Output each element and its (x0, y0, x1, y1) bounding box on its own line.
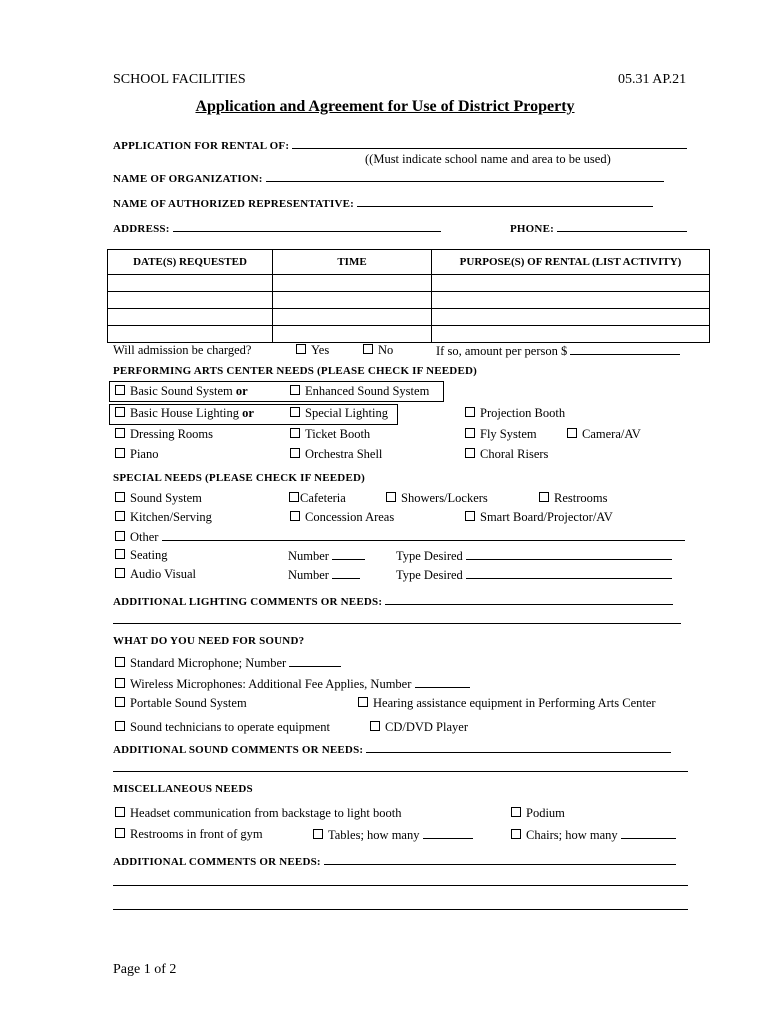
seating-number: Number (288, 548, 365, 564)
check-orchestra-shell[interactable]: Orchestra Shell (290, 447, 382, 462)
checkbox-icon[interactable] (465, 448, 475, 458)
checkbox-icon[interactable] (539, 492, 549, 502)
seating-type-field[interactable] (466, 548, 672, 560)
header-left: SCHOOL FACILITIES (113, 72, 246, 87)
check-special-lighting[interactable]: Special Lighting (290, 406, 388, 421)
checkbox-icon[interactable] (115, 828, 125, 838)
seating-type: Type Desired (396, 548, 672, 564)
checkbox-icon[interactable] (115, 428, 125, 438)
table-cell[interactable] (108, 292, 273, 309)
lighting-comments-label: ADDITIONAL LIGHTING COMMENTS OR NEEDS: (113, 593, 673, 608)
address-label: ADDRESS: (113, 220, 441, 235)
table-row (108, 292, 710, 309)
av-number: Number (288, 567, 360, 583)
checkbox-icon[interactable] (115, 549, 125, 559)
other-field[interactable] (162, 529, 685, 541)
checkbox-icon[interactable] (115, 568, 125, 578)
checkbox-icon[interactable] (290, 407, 300, 417)
table-cell[interactable] (108, 309, 273, 326)
col-time: TIME (273, 250, 432, 275)
checkbox-icon[interactable] (465, 428, 475, 438)
checkbox-icon[interactable] (115, 492, 125, 502)
special-needs-heading: SPECIAL NEEDS (PLEASE CHECK IF NEEDED) (113, 472, 365, 484)
page-number: Page 1 of 2 (113, 962, 177, 977)
av-type: Type Desired (396, 567, 672, 583)
rental-note: ((Must indicate school name and area to be used) (365, 152, 611, 166)
address-field[interactable] (173, 220, 441, 232)
checkbox-icon[interactable] (567, 428, 577, 438)
tables-field[interactable] (423, 827, 473, 839)
av-number-field[interactable] (332, 567, 360, 579)
check-choral-risers[interactable]: Choral Risers (465, 447, 548, 462)
check-projection-booth[interactable]: Projection Booth (465, 406, 565, 421)
check-ticket-booth[interactable]: Ticket Booth (290, 427, 370, 442)
checkbox-icon[interactable] (511, 807, 521, 817)
check-smart-board[interactable]: Smart Board/Projector/AV (465, 510, 613, 525)
admission-question: Will admission be charged? (113, 343, 252, 357)
check-audio-visual[interactable]: Audio Visual (115, 567, 196, 582)
checkbox-icon[interactable] (290, 448, 300, 458)
av-type-field[interactable] (466, 567, 672, 579)
check-seating[interactable]: Seating (115, 548, 168, 563)
misc-heading: MISCELLANEOUS NEEDS (113, 783, 253, 795)
check-podium[interactable]: Podium (511, 806, 565, 821)
check-basic-lighting[interactable]: Basic House Lighting or (115, 406, 254, 421)
chairs-field[interactable] (621, 827, 676, 839)
check-showers[interactable]: Showers/Lockers (386, 491, 488, 506)
check-enhanced-sound[interactable]: Enhanced Sound System (290, 384, 429, 399)
misc-comments-field[interactable] (324, 853, 676, 865)
checkbox-icon[interactable] (313, 829, 323, 839)
table-cell[interactable] (108, 326, 273, 343)
lighting-comments-field[interactable] (385, 593, 673, 605)
checkbox-icon[interactable] (290, 511, 300, 521)
check-restrooms-gym[interactable]: Restrooms in front of gym (115, 827, 263, 842)
check-sound-techs[interactable]: Sound technicians to operate equipment (115, 720, 330, 735)
checkbox-icon[interactable] (115, 678, 125, 688)
checkbox-icon[interactable] (115, 721, 125, 731)
check-standard-mic[interactable]: Standard Microphone; Number (115, 655, 341, 671)
checkbox-icon[interactable] (115, 448, 125, 458)
admission-no[interactable]: No (363, 343, 393, 358)
check-sound-system[interactable]: Sound System (115, 491, 202, 506)
admission-amount: If so, amount per person $ (436, 343, 680, 359)
sound-comments-field[interactable] (366, 741, 671, 753)
sound-heading: WHAT DO YOU NEED FOR SOUND? (113, 635, 305, 647)
table-row (108, 326, 710, 343)
check-tables[interactable]: Tables; how many (313, 827, 473, 843)
checkbox-icon[interactable] (115, 385, 125, 395)
organization-label: NAME OF ORGANIZATION: (113, 170, 664, 185)
check-camera-av[interactable]: Camera/AV (567, 427, 641, 442)
document-title: Application and Agreement for Use of District Property (195, 98, 575, 115)
table-row (108, 275, 710, 292)
checkbox-icon[interactable] (358, 697, 368, 707)
misc-comments-line-1[interactable] (113, 885, 688, 886)
checkbox-icon[interactable] (290, 385, 300, 395)
table-cell[interactable] (108, 275, 273, 292)
check-other[interactable]: Other (115, 529, 685, 545)
check-portable-sound[interactable]: Portable Sound System (115, 696, 247, 711)
rental-request-table (107, 249, 710, 343)
table-cell[interactable] (432, 309, 710, 326)
checkbox-icon[interactable] (115, 407, 125, 417)
admission-yes[interactable]: Yes (296, 343, 329, 358)
misc-comments-line-2[interactable] (113, 909, 688, 910)
check-piano[interactable]: Piano (115, 447, 158, 462)
check-restrooms[interactable]: Restrooms (539, 491, 607, 506)
sound-comments-line[interactable] (113, 771, 688, 772)
form-number: 05.31 AP.21 (618, 72, 687, 87)
wireless-mic-field[interactable] (415, 676, 470, 688)
table-cell[interactable] (273, 292, 432, 309)
check-chairs[interactable]: Chairs; how many (511, 827, 676, 843)
checkbox-icon[interactable] (115, 531, 125, 541)
check-kitchen[interactable]: Kitchen/Serving (115, 510, 212, 525)
phone-label: PHONE: (510, 220, 687, 235)
checkbox-icon[interactable] (115, 697, 125, 707)
checkbox-icon[interactable] (115, 807, 125, 817)
checkbox-icon[interactable] (386, 492, 396, 502)
checkbox-icon[interactable] (511, 829, 521, 839)
checkbox-icon[interactable] (115, 511, 125, 521)
checkbox-icon[interactable] (290, 428, 300, 438)
check-dressing-rooms[interactable]: Dressing Rooms (115, 427, 213, 442)
table-header-row (108, 250, 710, 275)
checkbox-icon[interactable] (370, 721, 380, 731)
check-cd-dvd[interactable]: CD/DVD Player (370, 720, 468, 735)
table-cell[interactable] (432, 275, 710, 292)
pac-heading: PERFORMING ARTS CENTER NEEDS (PLEASE CHECK IF NEEDED) (113, 365, 477, 377)
checkbox-icon[interactable] (115, 657, 125, 667)
organization-field[interactable] (266, 170, 664, 182)
rental-of-field[interactable] (292, 137, 687, 149)
check-fly-system[interactable]: Fly System (465, 427, 537, 442)
table-cell[interactable] (273, 275, 432, 292)
checkbox-icon[interactable] (363, 344, 373, 354)
check-concession[interactable]: Concession Areas (290, 510, 394, 525)
lighting-comments-line[interactable] (113, 623, 681, 624)
seating-number-field[interactable] (332, 548, 365, 560)
checkbox-icon[interactable] (465, 407, 475, 417)
check-basic-sound[interactable]: Basic Sound System or (115, 384, 248, 399)
misc-comments-label: ADDITIONAL COMMENTS OR NEEDS: (113, 853, 676, 868)
table-cell[interactable] (432, 292, 710, 309)
rental-of-label: APPLICATION FOR RENTAL OF: (113, 137, 687, 152)
col-purpose: PURPOSE(S) OF RENTAL (LIST ACTIVITY) (432, 250, 710, 275)
representative-field[interactable] (357, 195, 653, 207)
check-cafeteria[interactable]: Cafeteria (289, 491, 346, 506)
checkbox-icon[interactable] (289, 492, 299, 502)
table-row (108, 309, 710, 326)
table-cell[interactable] (432, 326, 710, 343)
check-wireless-mic[interactable]: Wireless Microphones: Additional Fee Applies, Number (115, 676, 470, 692)
standard-mic-field[interactable] (289, 655, 341, 667)
col-dates: DATE(S) REQUESTED (108, 250, 273, 275)
amount-field[interactable] (570, 343, 680, 355)
table-cell[interactable] (273, 326, 432, 343)
table-cell[interactable] (273, 309, 432, 326)
representative-label: NAME OF AUTHORIZED REPRESENTATIVE: (113, 195, 653, 210)
checkbox-icon[interactable] (465, 511, 475, 521)
phone-field[interactable] (557, 220, 687, 232)
checkbox-icon[interactable] (296, 344, 306, 354)
check-headset[interactable]: Headset communication from backstage to light booth (115, 806, 401, 821)
check-hearing-assist[interactable]: Hearing assistance equipment in Performing Arts Center (358, 696, 656, 711)
sound-comments-label: ADDITIONAL SOUND COMMENTS OR NEEDS: (113, 741, 671, 756)
